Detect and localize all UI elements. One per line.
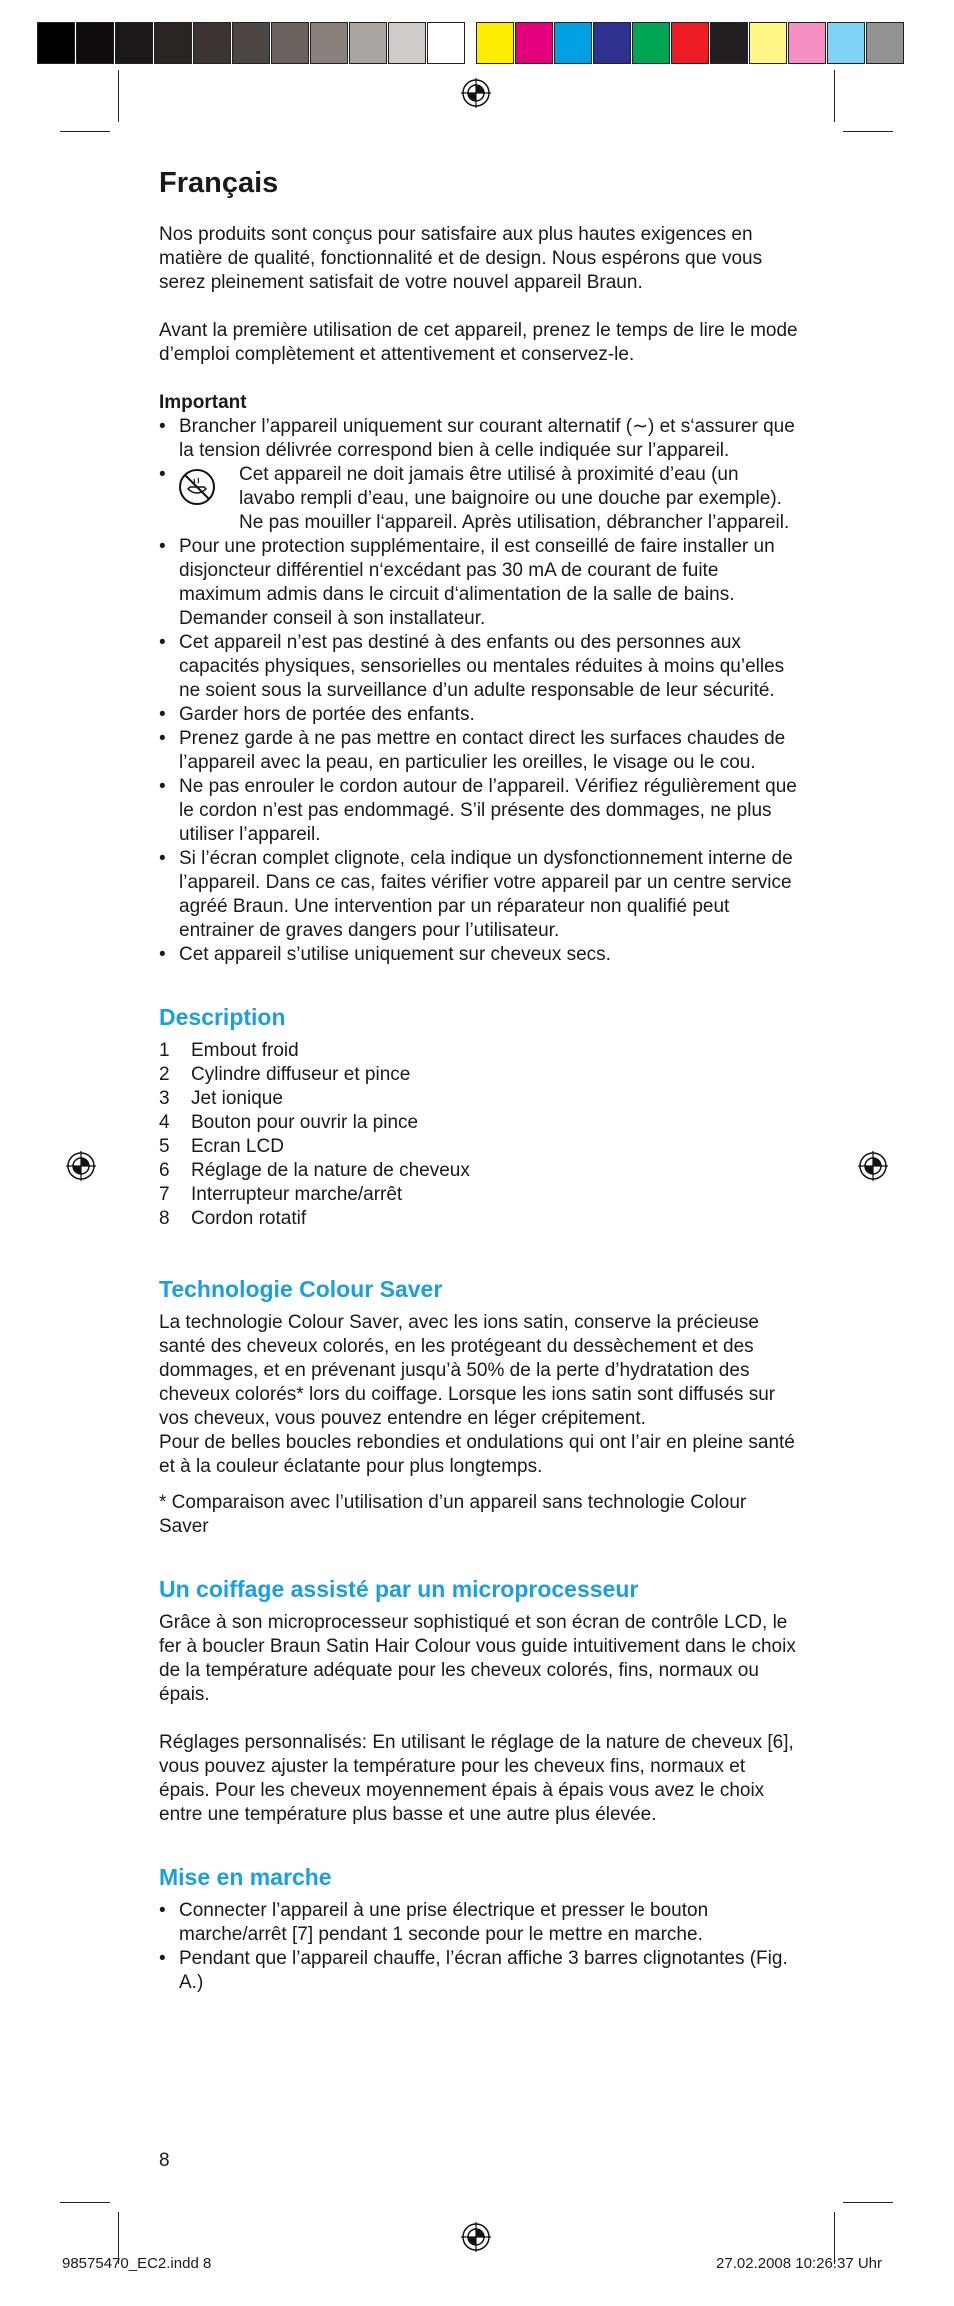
list-item: • Prenez garde à ne pas mettre en contact direct les surfaces chaudes de l’appareil avec la peau, en particulier les oreilles, le visage ou le cou.: [159, 727, 799, 775]
startup-section: [159, 1863, 799, 1995]
gray-swatch: [271, 22, 309, 64]
crop-mark: [843, 2202, 893, 2203]
microprocessor-heading: Un coiffage assisté par un microprocesseur: [159, 1576, 639, 1602]
list-item: • Garder hors de portée des enfants.: [159, 703, 799, 727]
color-calibration-bar: [37, 22, 905, 64]
no-water-icon: [177, 467, 217, 507]
process-swatch: [788, 22, 826, 64]
microprocessor-section: [159, 1575, 799, 1827]
gray-swatch: [115, 22, 153, 64]
registration-mark-icon: [461, 2222, 491, 2252]
list-item: • Ne pas enrouler le cordon autour de l’appareil. Vérifiez régulièrement que le cordon n’est pas endommagé. S’il présente des dommages, ne plus utiliser l’appareil.: [159, 775, 799, 847]
process-swatch: [632, 22, 670, 64]
item-number: 3: [159, 1088, 170, 1109]
item-number: 8: [159, 1208, 170, 1229]
item-number: 1: [159, 1040, 170, 1061]
process-swatch: [827, 22, 865, 64]
important-section: [159, 391, 799, 967]
gray-swatch: [76, 22, 114, 64]
list-item-text: Cet appareil ne doit jamais être utilisé à proximité d’eau (un lavabo rempli d’eau, une baignoire ou une douche par exemple). Ne pas mouiller l‘appareil. Après utilisation, débrancher l’appareil.: [239, 464, 790, 533]
process-swatch: [476, 22, 514, 64]
description-list: [159, 1039, 799, 1231]
colour-saver-paragraph: Pour de belles boucles rebondies et ondulations qui ont l’air en pleine santé et à la couleur éclatante pour plus longtemps.: [159, 1432, 795, 1477]
gray-swatch: [388, 22, 426, 64]
crop-mark: [60, 2202, 110, 2203]
colour-saver-paragraph: La technologie Colour Saver, avec les ions satin, conserve la précieuse santé des cheveux colorés, en les protégeant du dessèchement et des dommages, et en prévenant jusqu’à 50% de la perte d’hydratation des cheveux colorés* lors du coiffage. Lorsque les ions satin sont diffusés sur vos cheveux, vous pouvez entendre en léger crépitement.: [159, 1312, 776, 1429]
list-item: • Si l’écran complet clignote, cela indique un dysfonctionnement interne de l’appareil. Dans ce cas, faites vérifier votre appareil par un centre service agréé Braun. Une intervention par un réparateur non qualifié peut entrainer de graves dangers pour l’utilisateur.: [159, 847, 799, 943]
process-swatch: [749, 22, 787, 64]
gray-swatch: [154, 22, 192, 64]
item-number: 5: [159, 1136, 170, 1157]
item-text: Jet ionique: [191, 1088, 283, 1109]
item-text: Cylindre diffuseur et pince: [191, 1064, 411, 1085]
registration-mark-icon: [858, 1151, 888, 1181]
gray-swatch: [37, 22, 75, 64]
list-item: • Pour une protection supplémentaire, il est conseillé de faire installer un disjoncteur différentiel n‘excédant pas 30 mA de courant de fuite maximum admis dans le circuit d‘alimentation de la salle de bains. Demander conseil à son installateur.: [159, 535, 799, 631]
process-swatch: [554, 22, 592, 64]
list-item: [159, 1135, 799, 1159]
process-swatch: [593, 22, 631, 64]
microprocessor-paragraph: Réglages personnalisés: En utilisant le réglage de la nature de cheveux [6], vous pouvez ajuster la température pour les cheveux fins, normaux et épais. Pour les cheveux moyennement épais à épais vous avez le choix entre une température plus basse et une autre plus élevée.: [159, 1732, 794, 1825]
intro-paragraph: Avant la première utilisation de cet appareil, prenez le temps de lire le mode d’emploi complètement et attentivement et conservez-le.: [159, 320, 798, 365]
footer-timestamp: 27.02.2008 10:26:37 Uhr: [716, 2255, 882, 2272]
page-content: [159, 165, 799, 1995]
item-text: Ecran LCD: [191, 1136, 284, 1157]
gray-swatch: [232, 22, 270, 64]
process-swatch: [866, 22, 904, 64]
crop-mark: [60, 131, 110, 132]
crop-mark: [843, 131, 893, 132]
important-heading: Important: [159, 392, 247, 413]
gray-swatch: [349, 22, 387, 64]
gray-swatch: [310, 22, 348, 64]
gray-swatch: [427, 22, 465, 64]
list-item: • Pendant que l’appareil chauffe, l’écran affiche 3 barres clignotantes (Fig. A.): [159, 1947, 799, 1995]
process-swatch: [710, 22, 748, 64]
footer-file: 98575470_EC2.indd 8: [62, 2255, 212, 2272]
page-number: 8: [159, 2150, 170, 2171]
list-item: • Brancher l’appareil uniquement sur courant alternatif (∼) et s‘assurer que la tension délivrée correspond bien à celle indiquée sur l’appareil.: [159, 415, 799, 463]
item-number: 6: [159, 1160, 170, 1181]
colour-saver-section: [159, 1275, 799, 1539]
list-item: [159, 463, 799, 535]
item-text: Interrupteur marche/arrêt: [191, 1184, 403, 1205]
list-item: [159, 1039, 799, 1063]
startup-heading: Mise en marche: [159, 1864, 332, 1890]
registration-mark-icon: [461, 78, 491, 108]
item-text: Bouton pour ouvrir la pince: [191, 1112, 419, 1133]
important-list: [159, 415, 799, 967]
list-item: [159, 1159, 799, 1183]
list-item: [159, 1207, 799, 1231]
description-heading: Description: [159, 1004, 286, 1030]
colour-saver-footnote: * Comparaison avec l’utilisation d’un appareil sans technologie Colour Saver: [159, 1492, 747, 1537]
item-text: Cordon rotatif: [191, 1208, 307, 1229]
item-number: 7: [159, 1184, 170, 1205]
microprocessor-paragraph: Grâce à son microprocesseur sophistiqué et son écran de contrôle LCD, le fer à boucler Braun Satin Hair Colour vous guide intuitivement dans le choix de la température adéquate pour les cheveux colorés, fins, normaux ou épais.: [159, 1612, 796, 1705]
item-number: 2: [159, 1064, 170, 1085]
colour-saver-heading: Technologie Colour Saver: [159, 1276, 443, 1302]
list-item: [159, 1183, 799, 1207]
crop-mark: [834, 70, 835, 122]
intro-paragraph: Nos produits sont conçus pour satisfaire aux plus hautes exigences en matière de qualité, fonctionnalité et de design. Nous espérons que vous serez pleinement satisfait de votre nouvel appareil Braun.: [159, 224, 763, 293]
registration-mark-icon: [66, 1151, 96, 1181]
list-item: [159, 1111, 799, 1135]
item-number: 4: [159, 1112, 170, 1133]
item-text: Réglage de la nature de cheveux: [191, 1160, 470, 1181]
process-swatch: [515, 22, 553, 64]
gray-swatch: [193, 22, 231, 64]
process-swatch: [671, 22, 709, 64]
list-item: [159, 1087, 799, 1111]
item-text: Embout froid: [191, 1040, 299, 1061]
startup-list: [159, 1899, 799, 1995]
list-item: • Cet appareil n’est pas destiné à des enfants ou des personnes aux capacités physiques, sensorielles ou mentales réduites à moins qu’elles ne soient sous la surveillance d’un adulte responsable de leur sécurité.: [159, 631, 799, 703]
list-item: • Connecter l’appareil à une prise électrique et presser le bouton marche/arrêt [7] pendant 1 seconde pour le mettre en marche.: [159, 1899, 799, 1947]
crop-mark: [118, 70, 119, 122]
page-title: Français: [159, 167, 279, 199]
list-item: • Cet appareil s’utilise uniquement sur cheveux secs.: [159, 943, 799, 967]
list-item: [159, 1063, 799, 1087]
